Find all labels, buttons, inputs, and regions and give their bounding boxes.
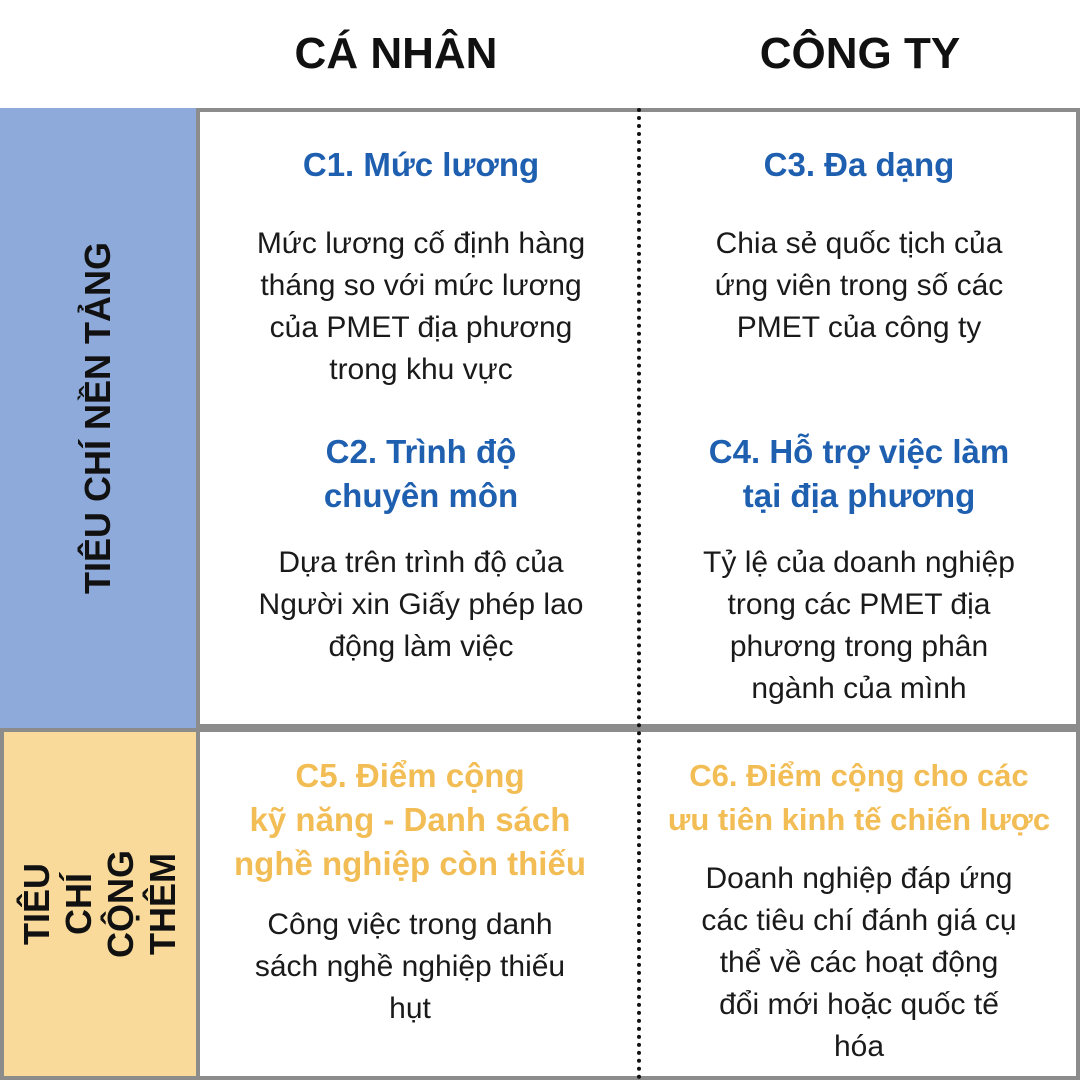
criterion-c5-title: C5. Điểm cộng kỹ năng - Danh sách nghề nghiệp còn thiếu bbox=[234, 757, 586, 882]
criterion-c1-desc: Mức lương cố định hàng tháng so với mức lương của PMET địa phương trong khu vực bbox=[256, 227, 586, 386]
criterion-c2-title: C2. Trình độ chuyên môn bbox=[323, 433, 519, 514]
row-label-foundation: TIÊU CHÍ NỀN TẢNG bbox=[77, 241, 118, 595]
column-header-company: CÔNG TY bbox=[759, 29, 961, 78]
criterion-c5 bbox=[200, 754, 620, 1030]
criterion-c6-title: C6. Điểm cộng cho các ưu tiên kinh tế chiến lược bbox=[667, 758, 1051, 837]
row-label-bonus: TIÊU CHÍ CỘNG THÊM bbox=[16, 850, 183, 958]
row-band-bonus bbox=[0, 728, 196, 1080]
criterion-c2 bbox=[206, 430, 636, 668]
row-band-foundation bbox=[0, 108, 196, 728]
criterion-c4 bbox=[644, 430, 1074, 710]
criterion-c6 bbox=[644, 754, 1074, 1068]
column-header-individual: CÁ NHÂN bbox=[294, 29, 498, 78]
criterion-c3-title: C3. Đa dạng bbox=[763, 146, 955, 183]
column-divider bbox=[637, 108, 641, 1080]
criterion-c3-desc: Chia sẻ quốc tịch của ứng viên trong số các PMET của công ty bbox=[714, 227, 1004, 344]
criterion-c5-desc: Công việc trong danh sách nghề nghiệp thiếu hụt bbox=[254, 908, 566, 1025]
criterion-c1-title: C1. Mức lương bbox=[302, 146, 540, 183]
criterion-c6-desc: Doanh nghiệp đáp ứng các tiêu chí đánh giá cụ thể về các hoạt động đổi mới hoặc quốc tế hóa bbox=[701, 862, 1017, 1063]
criterion-c2-desc: Dựa trên trình độ của Người xin Giấy phép lao động làm việc bbox=[258, 546, 584, 663]
criterion-c1 bbox=[206, 143, 636, 391]
criterion-c3 bbox=[644, 143, 1074, 349]
criterion-c4-desc: Tỷ lệ của doanh nghiệp trong các PMET địa phương trong phân ngành của mình bbox=[703, 546, 1015, 705]
criterion-c4-title: C4. Hỗ trợ việc làm tại địa phương bbox=[708, 433, 1010, 514]
